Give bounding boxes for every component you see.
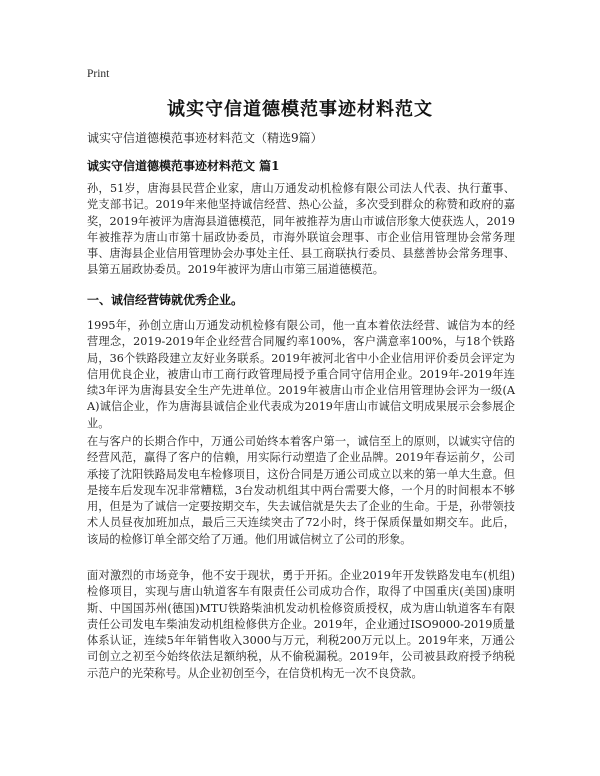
print-link[interactable]: Print: [87, 68, 110, 80]
section-heading: 一、诚信经营铸就优秀企业。: [87, 293, 244, 307]
paragraph-customer-cooperation: 在与客户的长期合作中，万通公司始终本着客户第一，诚信至上的原则，以诚实守信的经营风范，赢得了客户的信赖，用实际行动塑造了企业品牌。2019年春运前夕，公司承接了沈阳铁路局发电车检修项目，这份合同是万通公司成立以来的第一单大生意。但是接车后发现车况非常糟糕，3台发动机组其中两台需要大修，一个月的时间根本不够用，但是为了诚信一定要按期交车，失去诚信就是失去了企业的生命。于是，孙带领技术人员昼夜加班加点，最后三天连续突击了72小时，终于保质保量如期交车。此后，该局的检修订单全部交给了万通。他们用诚信树立了公司的形象。: [87, 435, 515, 546]
chapter-title: 诚实守信道德模范事迹材料范文 篇1: [87, 159, 280, 173]
paragraph-company-history: 1995年，孙创立唐山万通发动机检修有限公司，他一直本着依法经营、诚信为本的经营理念，2019-2019年企业经营合同履约率100%，客户满意率100%，与18个铁路局，36个铁路段建立友好业务联系。2019年被河北省中小企业信用评价委员会评定为信用优良企业，被唐山市工商行政管理局授予重合同守信用企业。2019年-2019年连续3年评为唐海县安全生产先进单位。2019年被唐山市企业信用管理协会评为一级(AA)诚信企业，作为唐海县诚信企业代表成为2019年唐山市诚信文明成果展示会参展企业。: [87, 319, 515, 430]
paragraph-market-competition: 面对激烈的市场竞争，他不安于现状，勇于开拓。企业2019年开发铁路发电车(机组)检修项目，实现与唐山轨道客车有限责任公司成功合作，取得了中国重庆(美国)康明斯、中国国苏州(德国)MTU铁路柴油机发动机检修资质授权，成为唐山轨道客车有限责任公司发电车柴油发动机组检修供方企业。2019年，企业通过ISO9000-2019质量体系认证，连续5年年销售收入3000与万元，利税200万元以上。2019年来，万通公司创立之初至今始终依法足额纳税，从不偷税漏税。2019年，公司被县政府授予纳税示范户的光荣称号。从企业初创至今，在信贷机构无一次不良贷款。: [87, 569, 515, 680]
paragraph-biography: 孙，51岁，唐海县民营企业家，唐山万通发动机检修有限公司法人代表、执行董事、党支部书记。2019年来他坚持诚信经营、热心公益，多次受到群众的称赞和政府的嘉奖，2019年被评为唐海县道德模范，同年被推荐为唐山市诚信形象大使获选人，2019年被推荐为唐山市第十届政协委员，市海外联谊会理事、市企业信用管理协会常务理事、唐海县企业信用管理协会办事处主任、县工商联执行委员、县慈善协会常务理事、县第五届政协委员。2019年被评为唐山市第三届道德模范。: [87, 182, 515, 277]
document-subtitle: 诚实守信道德模范事迹材料范文（精选9篇）: [87, 131, 323, 145]
page-title: 诚实守信道德模范事迹材料范文: [167, 99, 433, 120]
